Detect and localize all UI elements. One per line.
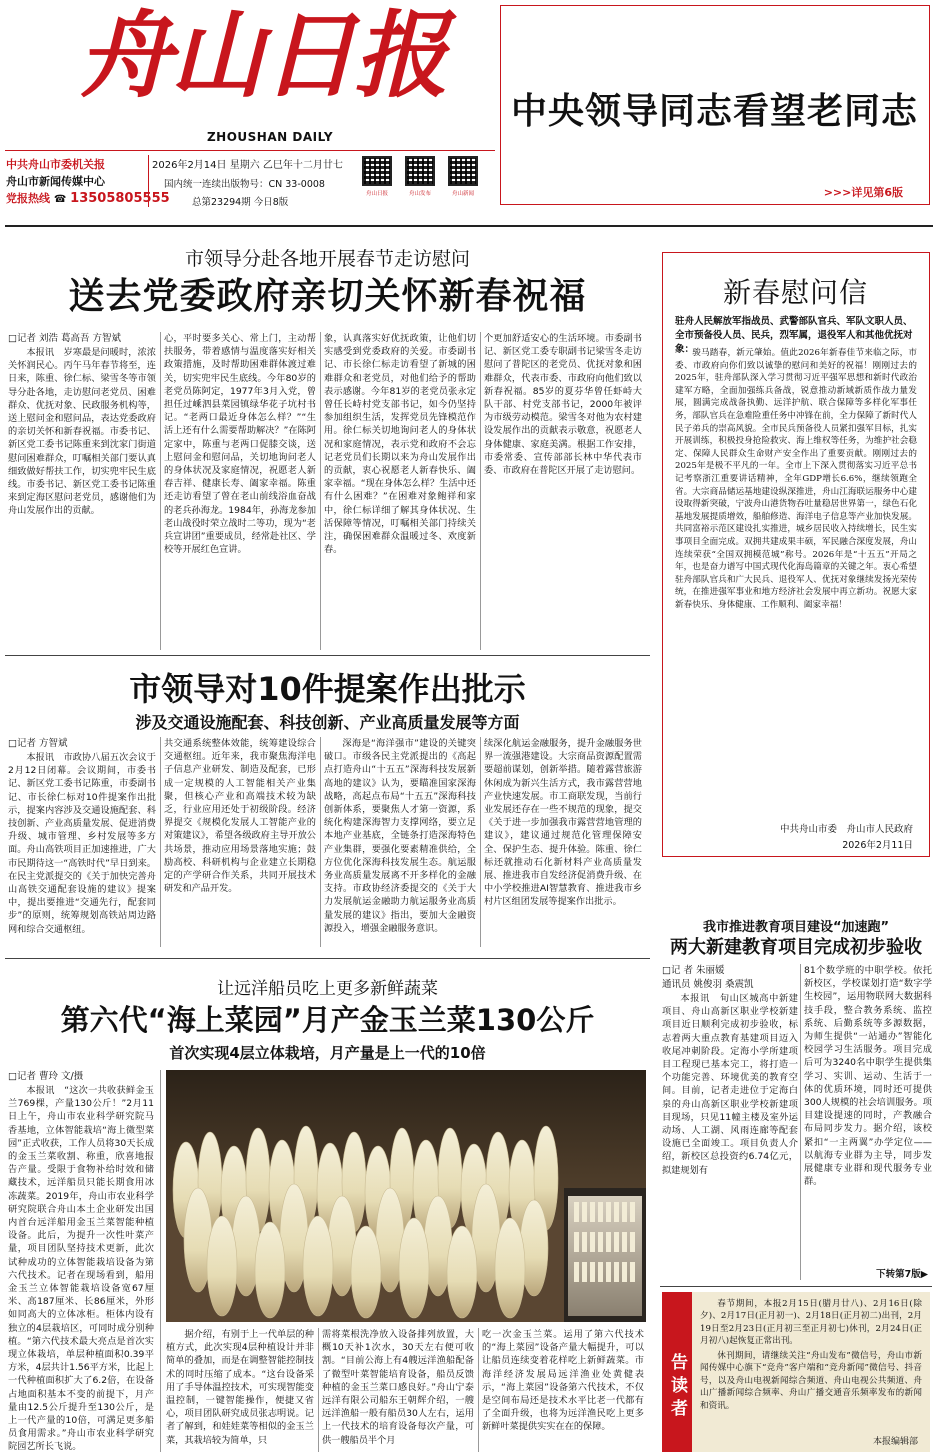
article3-headline[interactable]: 两大新建教育项目完成初步验收 — [670, 937, 922, 958]
article4-column-2 — [166, 1328, 314, 1452]
article3-text: 81个数学班的中职学校。依托新校区，学校谋划打造“数字学生校园”，运用物联网大数据科技手段，整合教务系统、监控系统、后勤系统等多源数据，为师生提供“一站通办”智能化校园学习生活服务。项目完成后可为3240名中职学生提供集学习、实训、运动、生活于一体的优质环境，同时还可提供300人规模的社会培训服务。项目建设提速的同时，产教融合布局同步发力。据介绍，该校紧扣“一主两翼”办学定位——以航海专业群为主导，同步发展健康专业群和现代服务专业群。 — [804, 965, 932, 1188]
hotline-number: 13505805555 — [70, 191, 170, 206]
sidebar-title[interactable]: 新春慰问信 — [722, 276, 868, 309]
article2-text: 共交通系统整体效能，统筹建设综合交通枢纽。近年来，我市聚焦海洋电子信息产业研发、制造及配套，已形成一定规模的人工智能相关产业集聚，但核心产业和高端技术较为缺乏，行业应用还处于初级阶段。经济界提交《规模化发展人工智能产业的对策建议》，希望各级政府主导开放公共场景，推动应用场景落地实施；鼓励高校、科研机构与企业建立长期稳定的产学研合作关系，共同开展技术研发和产品开发。 — [164, 738, 316, 895]
page-top-rule — [5, 225, 933, 227]
notice-signature: 本报编辑部 — [872, 1437, 918, 1447]
article2-column-2 — [164, 737, 316, 947]
section-rule — [660, 1286, 932, 1287]
phone-icon: ☎ — [53, 194, 67, 205]
article1-column-4 — [484, 332, 642, 650]
sidebar-lead: 驻舟人民解放军指战员、武警部队官兵、军队文职人员、全市预备役人员、民兵，烈军属，退役军人和其他优抚对象： — [675, 316, 913, 355]
lettuce-photo-illustration — [166, 1070, 646, 1322]
article2-text: 续深化航运金融服务，提升金融服务世界一流强港建设。大宗商品资源配置需要超前谋划，创新举措。随着露营旅游休闲成为新兴生活方式，我市露营营地产业快速发展。市工商联发现，当前行业发展还存在一些不规范的现象，提交《关于进一步加强我市露营营地管理的建议》，建议通过规范化管理保障安全、保护生态、提升体验。陈重、徐仁标还就推动石化新材料产业高质量发展、推进我市自发经济促消费升级、在中小学校推进AI智慧教育、推进我市乡村片区组团发展等提案作出批示。 — [484, 738, 642, 908]
notice-text-2: 休刊期间，请继续关注“舟山发布”微信号，舟山市新闻传媒中心旗下“竞舟”客户端和“竞舟新闻”微信号、抖音号，以及舟山电视新闻综合频道、舟山电视公共频道、舟山广播新闻综合频率、舟山广播交通音乐频率发布的新闻和资讯。 — [700, 1351, 922, 1411]
hotline — [6, 190, 170, 206]
article3-column-2 — [804, 964, 932, 1264]
article4-kicker: 让远洋船员吃上更多新鲜蔬菜 — [217, 979, 438, 999]
notice-label: 告读者 — [662, 1292, 692, 1452]
article2-text: 本报讯 市政协八届五次会议于2月12日闭幕。会议期间，市委书记、新区党工委书记陈重，市委副书记、市长徐仁标对10件提案作出批示，提案内容涉及交通设施配套、科技创新、产业高质量发展、促进消费升级、城市管理、乡村发展等多方面。舟山高铁项目正加速推进，广大市民期待这一“高铁时代”早日到来。在民主党派提交的《关于加快完善舟山高铁交通配套设施的建议》提案中，提出要推进“交通先行，配套同步”的原则，统筹规划高铁站周边路网和综合交通枢纽。 — [8, 752, 156, 935]
issue-date: 2026年2月14日 星期六 乙巳年十二月廿七 — [152, 160, 343, 171]
qr-code-icon[interactable] — [405, 156, 435, 186]
sidebar-letter-box — [662, 252, 930, 857]
sidebar-body: 骏马踏春，新元肇始。值此2026年新春佳节来临之际，市委、市政府向你们致以诚挚的慰问和美好的祝福！刚刚过去的2025年，驻舟部队深入学习贯彻习近平强军思想和新时代政治建军方略，全面加强练兵备战，锐意推动新域新质作战力量发展，圆满完成战备执勤、远洋护航、联合保障等多样化军事任务，部队官兵在急难险重任务中冲锋在前，全力保障了新时代人民子弟兵的崇高风貌。全市民兵预备役人员紧扣强军目标，扎实开展训练，积极投身抢险救灾、海上维权等任务，为维护社会稳定、保障人民群众生命财产安全作出了重要贡献。刚刚过去的2025年是极不平凡的一年。全市上下深入贯彻落实习近平总书记考察浙江重要讲话精神，全年GDP增长6.6%，继续领跑全省。大宗商品储运基地建设纵深推进，舟山江海联运服务中心建设取得新突破，宁波舟山港货物吞吐量稳居世界第一，绿色石化基地发展提质增效，船舶修造、海洋电子信息等产业加快发展。共同富裕示范区建设扎实推进，城乡居民收入持续增长，民生实事项目全面完成。双拥共建成果丰硕，军民融合深度发展，舟山连续荣获“全国双拥模范城”称号。2026年是“十五五”开局之年，也是奋力谱写中国式现代化海岛篇章的关键之年。衷心希望驻舟部队官兵和广大民兵、退役军人、优抚对象继续发扬光荣传统，在推进强军事业和地方经济社会发展中再立新功。祝愿大家新春快乐、身体健康、工作顺利、阖家幸福！ — [675, 348, 917, 610]
section-rule — [5, 655, 650, 656]
column-rule — [160, 332, 161, 650]
article3-column-1 — [662, 964, 798, 1280]
article3-kicker: 我市推进教育项目建设“加速跑” — [702, 920, 890, 935]
org-1: 中共舟山市委机关报 — [6, 158, 105, 171]
article2-headline[interactable]: 市领导对10件提案作出批示 — [129, 670, 526, 708]
section-rule — [5, 958, 650, 959]
article2-subhead: 涉及交通设施配套、科技创新、产业高质量发展等方面 — [135, 713, 520, 732]
column-rule — [800, 964, 801, 1280]
article1-text: 心，平时要多关心、常上门，主动帮扶服务，带着感情与温度落实好相关政策措施，及时帮助困难群体渡过难关，切实兜牢民生底线。今年80岁的老党员陈阿定，1977年3月入党，曾担任过嵊泗县菜园镇绿华花子坑村书记。“老两口最近身体怎么样？”“生活上还有什么需要帮助解决？”在陈阿定家中，陈重与老两口促膝交谈，送上慰问金和慰问品，关切地询问老人的身体状况及家庭情况，祝愿老人新春吉祥、健康长寿、阖家幸福。陈重还走访看望了曾在老山前线浴血奋战的老兵孙海龙。1984年，孙海龙参加老山战役时荣立战时二等功，现为“老兵宣讲团”重要成员，经常赴社区、学校等开展红色宣讲。 — [164, 333, 316, 556]
column-rule — [480, 737, 481, 947]
article2-text: 深海是“海洋强市”建设的关键突破口。市级各民主党派提出的《高起点打造舟山“十五五”深海科技发展新高地的建议》认为，要瞄准国家深海战略，高起点布局“十五五”深海科技创新体系，要聚焦人才第一资源，系统化构建深海智力支撑网络，要立足本地产业基底，全链条打造深海特色产业集群，要强化要素精准供给，全方位优化深海科技发展生态。航运服务业高质量发展离不开多样化的金融支持。市政协经济委提交的《关于大力发展航运金融助力航运服务业高质量发展的建议》指出，要加大金融资源投入，增强金融服务意识。 — [324, 738, 476, 934]
top-promo-box[interactable] — [500, 5, 930, 205]
top-promo-more[interactable]: >>>详见第6版 — [823, 186, 903, 199]
org-2: 舟山市新闻传媒中心 — [6, 175, 105, 188]
article1-column-1 — [8, 332, 156, 650]
article1-column-3 — [324, 332, 476, 650]
cn-number: 国内统一连续出版物号：CN 33-0008 — [164, 179, 325, 190]
article4-column-1 — [8, 1070, 154, 1452]
article4-text: 本报讯 “这次一共收获鲜金玉兰769棵，产量130公斤！”2月11日上午，舟山市农业科学研究院马香基地，立体智能栽培“海上微型菜园”正式收获，工作人员将30天长成的金玉兰菜收割、称重，欣喜地报告产量。受限于食物补给时效和储藏技术，远洋船员只能长期食用冰冻蔬菜。2019年，舟山市农业科学研究院联合舟山本土企业研发出国内首台远洋船用金玉兰菜智能种植设备。此后，为提升一次性叶菜产量，项目团队坚持技术更新，此次试种成功的立体智能栽培设备为第六代技术。记者在现场看到，船用金玉兰立体智能栽培设备宽67厘米、高187厘米、长86厘米，外形如同高大的立体冰柜。柜体内设有独立的4层栽培区，可同时成分别种植。“第六代技术最大亮点是首次实现立体栽培，单层种植面积0.39平方米，4层共计1.56平方米，比起上一代种植面积扩大了6.2倍，在设备占地面积基本不变的前提下，月产量由12.5公斤提升至130公斤，是上一代产量的10倍，可满足更多船员食用需求。”舟山市农业科学研究院园艺所长飞说。 — [8, 1085, 154, 1452]
article3-byline: □记 者 朱丽媛 — [662, 965, 725, 976]
column-rule — [160, 1070, 161, 1452]
sidebar-date: 2026年2月11日 — [842, 840, 913, 851]
article4-column-3 — [322, 1328, 474, 1452]
article1-text: 本报讯 岁寒最是问暖时，浓浓关怀润民心。丙午马年春节将至，连日来，陈重、徐仁标、梁雪冬等市领导分赴各地，走访慰问老党员、困难群众、优抚对象、民政服务机构等，送上慰问金和慰问品，表达党委政府的亲切关怀和新春祝福。市委书记、新区党工委书记陈重来到沈家门街道慰问困难群众，叮嘱相关部门要认真细致做好帮扶工作，切实兜牢民生底线。市委书记、新区党工委书记陈重来到定海区慰问老党员，感谢他们为舟山发展作出的贡献。 — [8, 347, 156, 517]
column-rule — [160, 737, 161, 947]
notice-text-1: 春节期间，本报2月15日(腊月廿八)、2月16日(除夕)、2月17日(正月初一)、2月18日(正月初二)出刊，2月19日至2月23日(正月初三至正月初七)休刊，2月24日(正月初八)起恢复正常出刊。 — [700, 1299, 922, 1347]
newspaper-logo: 舟山日报 — [77, 1, 446, 111]
logo-english: ZHOUSHAN DAILY — [206, 130, 334, 144]
column-rule — [480, 332, 481, 650]
issue-count: 总第23294期 今日8版 — [192, 197, 289, 208]
article4-text: 吃一次金玉兰菜。运用了第六代技术的“海上菜园”设备产量大幅提升，可以让船员连续变着花样吃上新鲜蔬菜。市海洋经济发展局远洋渔业处黄健表示，“海上菜园”设备第六代技术，不仅是空间布局还是技术水平比老一代都有了全面升级，也将为远洋渔民吃上更多新鲜叶菜提供实实在在的保障。 — [482, 1329, 644, 1433]
qr-label: 舟山新闻 — [451, 191, 474, 197]
article4-subhead: 首次实现4层立体栽培，月产量是上一代的10倍 — [169, 1044, 486, 1062]
article4-text: 需将菜根洗净放入设备排列放置，大概10天补1次水，30天左右便可收割。“目前公海上有4艘远洋渔船配备了微型叶菜智能培育设备，船员反馈种植的金玉兰菜口感良好。”舟山宁泰远洋有限公司船东王朝辉介绍，一艘远洋渔船一般有船员30人左右，运用上一代技术的培育设备每次产量，可供一艘船员半个月 — [322, 1329, 474, 1446]
article2-byline: □记者 方智斌 — [8, 738, 68, 749]
article2-column-3 — [324, 737, 476, 947]
sidebar-signature: 中共舟山市委 舟山市人民政府 — [779, 824, 913, 835]
article3-text: 本报讯 旬山区城高中新建项目、舟山高新区职业学校新建项目近日顺利完成初步验收，标志着两大重点教育基建项目迈入收尾冲刺阶段。定海小学所建项目工程现已基本完工，将打造一个功能完善、环境优美的教育空间。目前，记者走进位于定海白泉的舟山高新区职业学校新建项目现场，只见11幢主楼及室外运动场、人工湖、风雨连廊等配套设施已全面竣工。项目负责人介绍，新校区总投资约6.74亿元，拟建规划有 — [662, 993, 798, 1176]
article1-text: 个更加舒适安心的生活环境。市委副书记、新区党工委专职副书记梁雪冬走访慰问了普陀区的老党员、优抚对象和困难群众，代表市委、市政府向他们致以新春祝福。85岁的夏芬华曾任虾峙大队干部、村党支部书记，2000年被评为市级劳动模范。梁雪冬对他为农村建设发展作出的贡献表示敬意，祝愿老人身体健康、家庭美满。根据工作安排，市委常委、宣传部部长林中华代表市委、市政府在普陀区开展了走访慰问。 — [484, 333, 642, 477]
article1-byline: □记者 刘浩 葛高吾 方智斌 — [8, 333, 122, 344]
top-promo-title: 中央领导同志看望老同志 — [510, 91, 918, 132]
qr-code-icon[interactable] — [448, 156, 478, 186]
article4-byline: □记者 曹玲 文/摄 — [8, 1071, 84, 1082]
article1-text: 象，认真落实好优抚政策，让他们切实感受到党委政府的关爱。市委副书记、市长徐仁标走访看望了新城的困难群众和老党员，对他们给予的帮助表示感谢。今年81岁的老党员张永定曾任长峙村党支部书记，如今仍坚持参加组织生活，发挥党员先锋模范作用。徐仁标关切地询问老人的身体状况和家庭情况，表示党和政府不会忘记老党员们长期以来为舟山发展作出的贡献，衷心祝愿老人新春快乐、阖家幸福。“现在身体怎么样？生活中还有什么困难？”在困难对象鲍祥和家中，徐仁标详细了解其身体状况、生活保障等情况，叮嘱相关部门持续关注，确保困难群众温暖过冬、欢度新春。 — [324, 333, 476, 556]
article1-column-2 — [164, 332, 316, 650]
article3-byline-2: 通讯员 姚俊羽 桑震凯 — [662, 979, 754, 990]
qr-code-icon[interactable] — [362, 156, 392, 186]
article2-column-1 — [8, 737, 156, 947]
hotline-label: 党报热线 — [6, 192, 50, 205]
article1-kicker: 市领导分赴各地开展春节走访慰问 — [184, 248, 470, 270]
article2-column-4 — [484, 737, 642, 947]
article1-headline[interactable]: 送去党委政府亲切关怀新春祝福 — [68, 276, 587, 317]
column-rule — [478, 1328, 479, 1452]
article4-text: 据介绍，有别于上一代单层的种植方式，此次实现4层种植设计并非简单的叠加，而是在调整智能控制技术的同时压缩了成本。“这台设备采用了手导体温控技术，可实现智能变温控制，一键智能操作，便捷又省心，项目团队研究成员张志明说。记者了解到，和娃娃菜等相似的金玉兰菜，其栽培较为简单，只 — [166, 1329, 314, 1446]
column-rule — [318, 1328, 319, 1452]
article4-headline[interactable]: 第六代“海上菜园”月产金玉兰菜130公斤 — [60, 1003, 595, 1037]
masthead-rule — [5, 150, 495, 151]
masthead-divider — [148, 155, 149, 207]
notice-box — [662, 1292, 930, 1452]
qr-label: 舟山日报 — [365, 191, 388, 197]
article3-continued[interactable]: 下转第7版▶ — [876, 1269, 928, 1280]
column-rule — [320, 737, 321, 947]
qr-label: 舟山发布 — [408, 191, 431, 197]
lettuce-cultivation-photo — [166, 1070, 646, 1322]
article4-column-4 — [482, 1328, 644, 1452]
column-rule — [320, 332, 321, 650]
